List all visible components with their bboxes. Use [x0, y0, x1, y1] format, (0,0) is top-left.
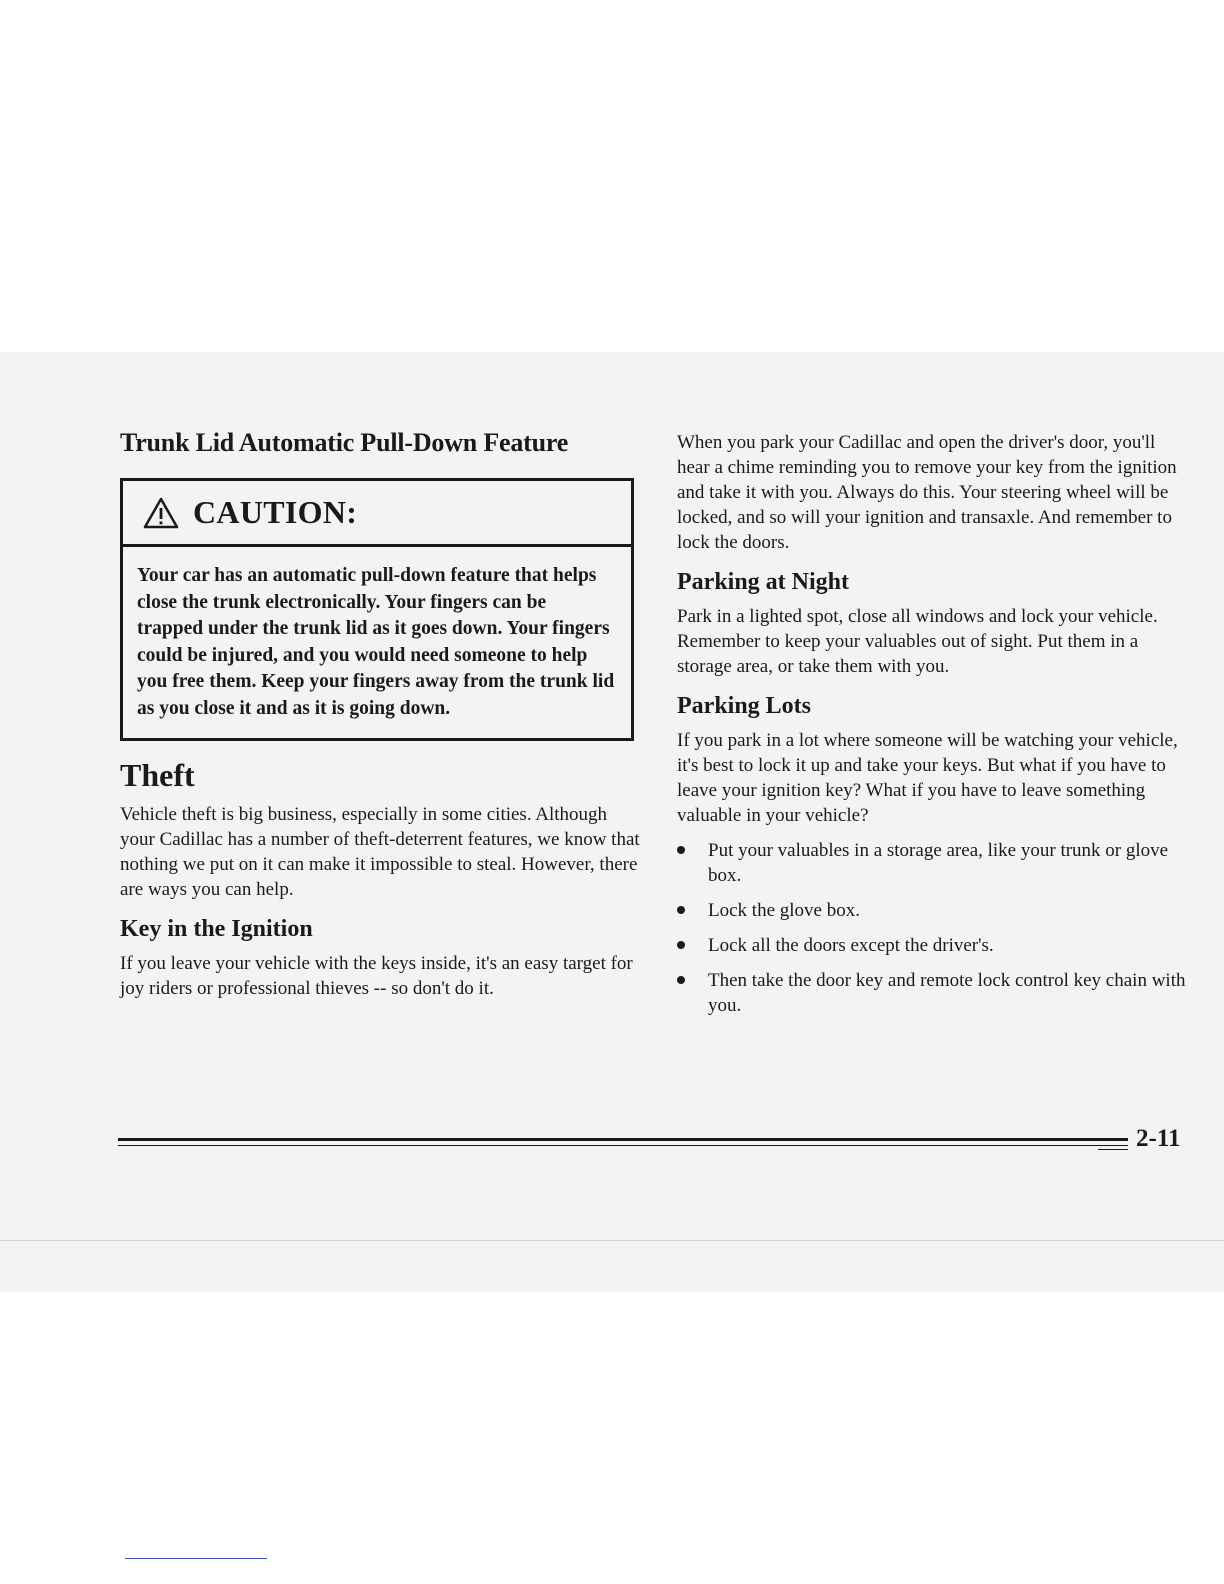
- footer-rule-thick: [118, 1138, 1128, 1141]
- list-item-text: Then take the door key and remote lock control key chain with you.: [708, 970, 1186, 1016]
- caution-box: [120, 478, 634, 741]
- bottom-line-mark: [125, 1558, 267, 1559]
- bullet-icon: [677, 941, 685, 949]
- parking-tips-list: [677, 838, 1192, 1018]
- list-item-text: Lock the glove box.: [708, 900, 860, 921]
- list-item-text: Lock all the doors except the driver's.: [708, 935, 994, 956]
- list-item-text: Put your valuables in a storage area, like your trunk or glove box.: [708, 840, 1169, 886]
- key-in-ignition-paragraph: If you leave your vehicle with the keys inside, it's an easy target for joy riders or professional thieves -- so don't do it.: [120, 953, 633, 999]
- parking-at-night-heading: Parking at Night: [677, 569, 850, 595]
- caution-header: [123, 481, 631, 547]
- parking-lots-heading: Parking Lots: [677, 693, 812, 719]
- bullet-icon: [677, 846, 685, 854]
- caution-label: CAUTION:: [193, 494, 358, 530]
- list-item: [677, 838, 1192, 888]
- theft-paragraph: Vehicle theft is big business, especially in some cities. Although your Cadillac has a number of theft-deterrent features, we know that nothing we put on it can make it impossible to steal. However, there are ways you can help.: [120, 804, 640, 900]
- scan-edge-line: [0, 1240, 1224, 1241]
- footer-rule: [118, 1138, 1128, 1154]
- footer-rule-tail: [1098, 1149, 1128, 1150]
- page-number: 2-11: [1136, 1125, 1181, 1152]
- key-in-ignition-heading: Key in the Ignition: [120, 916, 313, 942]
- footer-rule-thin: [118, 1145, 1128, 1146]
- theft-heading: Theft: [120, 757, 195, 793]
- warning-triangle-icon: [143, 497, 179, 529]
- list-item: [677, 898, 1192, 923]
- list-item: [677, 968, 1192, 1018]
- intro-paragraph: When you park your Cadillac and open the driver's door, you'll hear a chime reminding you to remove your key from the ignition and take it with you. Always do this. Your steering wheel will be locked, and so will your ignition and transaxle. And remember to lock the doors.: [677, 432, 1177, 553]
- parking-lots-paragraph: If you park in a lot where someone will be watching your vehicle, it's best to lock it up and take your keys. But what if you have to leave your ignition key? What if you have to leave something valuable in your vehicle?: [677, 730, 1178, 826]
- bullet-icon: [677, 906, 685, 914]
- parking-at-night-paragraph: Park in a lighted spot, close all windows and lock your vehicle. Remember to keep your valuables out of sight. Put them in a storage area, or take them with you.: [677, 606, 1158, 677]
- caution-text: Your car has an automatic pull-down feature that helps close the trunk electronically. Your fingers can be trapped under the trunk lid as it goes down. Your fingers could be injured, and you would need someone to help you free them. Keep your fingers away from the trunk lid as you close it and as it is going down.: [137, 565, 615, 719]
- right-column: [677, 430, 1192, 1028]
- list-item: [677, 933, 1192, 958]
- trunk-lid-heading: Trunk Lid Automatic Pull-Down Feature: [120, 428, 569, 457]
- left-column: [120, 428, 640, 1001]
- bullet-icon: [677, 976, 685, 984]
